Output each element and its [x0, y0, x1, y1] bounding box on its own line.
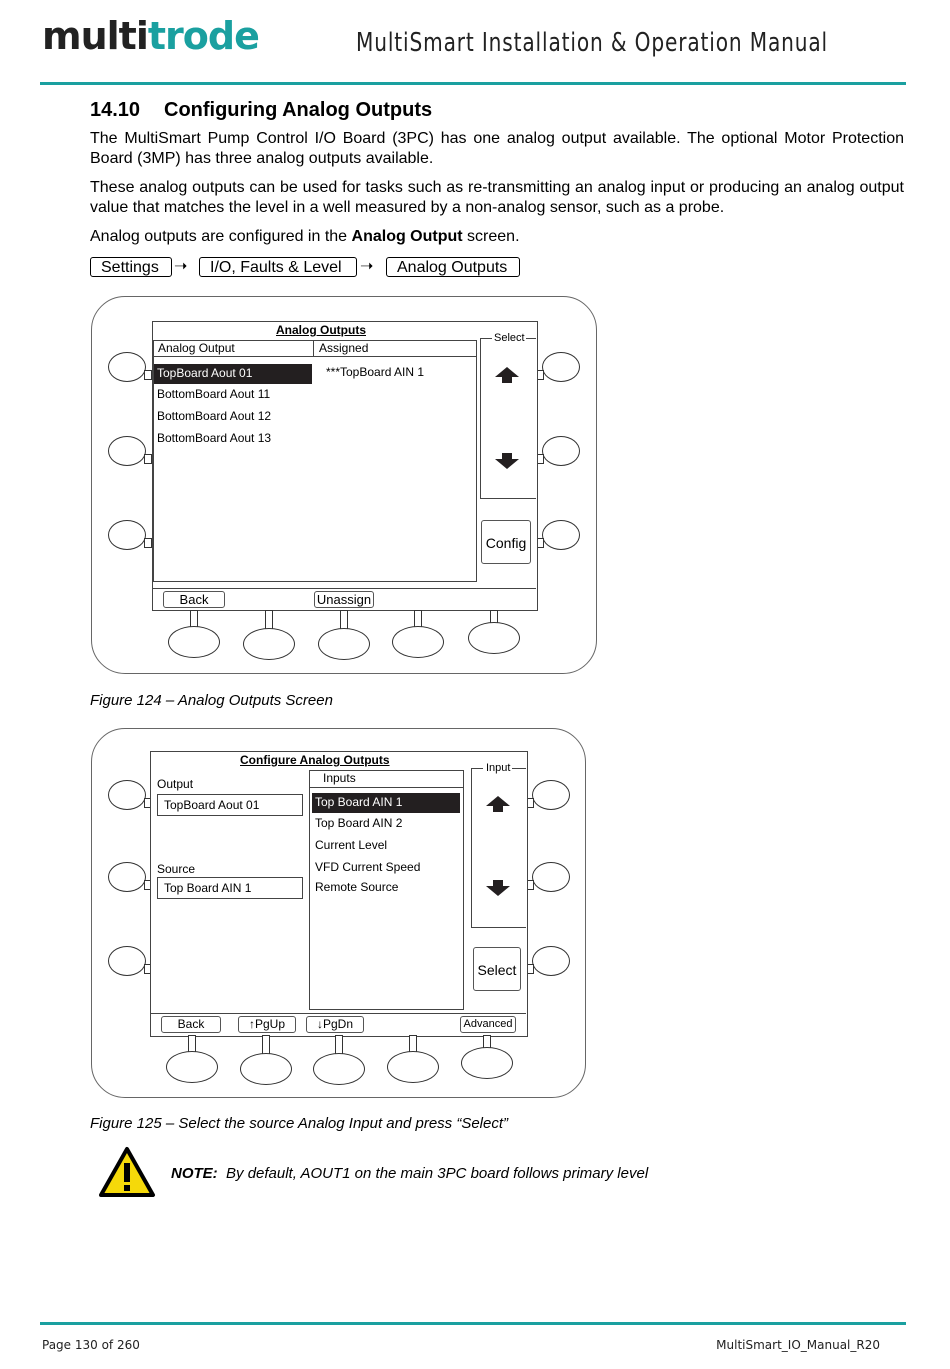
- pgdn-button[interactable]: ↓PgDn: [306, 1016, 364, 1033]
- footer-rule: [40, 1322, 906, 1325]
- select-button[interactable]: Select: [473, 947, 521, 991]
- side-key-left-2[interactable]: [108, 862, 146, 892]
- back-button[interactable]: Back: [163, 591, 225, 608]
- side-key-stem: [144, 370, 152, 380]
- paragraph-3: Analog outputs are configured in the Analog Output screen.: [90, 228, 520, 245]
- side-key-left-1[interactable]: [108, 780, 146, 810]
- assigned-value: ***TopBoard AIN 1: [326, 365, 425, 379]
- list-header-divider: [153, 356, 477, 357]
- bottom-key-4[interactable]: [392, 626, 444, 658]
- section-title: Configuring Analog Outputs: [164, 99, 433, 121]
- list-header-divider: [309, 787, 464, 788]
- side-bracket: [471, 768, 472, 928]
- bottom-key-5[interactable]: [468, 622, 520, 654]
- side-key-right-3[interactable]: [532, 946, 570, 976]
- header-rule: [40, 82, 906, 85]
- pgup-button[interactable]: ↑PgUp: [238, 1016, 296, 1033]
- bottom-key-stem: [265, 610, 273, 630]
- document-id: MultiSmart_IO_Manual_R20: [716, 1338, 880, 1352]
- section-heading: [90, 99, 432, 122]
- unassign-button[interactable]: Unassign: [314, 591, 374, 608]
- bottom-key-2[interactable]: [240, 1053, 292, 1085]
- list-item[interactable]: BottomBoard Aout 12: [157, 409, 272, 423]
- bottom-key-4[interactable]: [387, 1051, 439, 1083]
- list-item[interactable]: VFD Current Speed: [315, 860, 421, 874]
- side-bracket: [471, 768, 483, 769]
- inputs-header: Inputs: [323, 771, 356, 785]
- multitrode-logo: multitrode: [42, 14, 259, 58]
- side-key-right-2[interactable]: [532, 862, 570, 892]
- side-key-right-1[interactable]: [542, 352, 580, 382]
- up-arrow-icon[interactable]: [486, 796, 510, 806]
- side-key-stem: [144, 454, 152, 464]
- side-bracket: [512, 768, 526, 769]
- list-item[interactable]: BottomBoard Aout 13: [157, 431, 272, 445]
- side-key-left-3[interactable]: [108, 520, 146, 550]
- down-arrow-icon[interactable]: [486, 886, 510, 896]
- figure-125-caption: Figure 125 – Select the source Analog Input and press “Select”: [90, 1115, 509, 1132]
- list-item-selected[interactable]: Top Board AIN 1: [312, 793, 460, 813]
- softkey-bar-divider: [150, 1013, 526, 1014]
- source-label: Source: [157, 862, 196, 876]
- arrow-right-icon: ➝: [360, 258, 374, 275]
- page-number: Page 130 of 260: [42, 1338, 140, 1352]
- arrow-up-icon: ↑: [248, 1017, 255, 1031]
- side-bracket: [480, 498, 536, 499]
- side-bracket: [526, 338, 536, 339]
- side-key-left-1[interactable]: [108, 352, 146, 382]
- note-text: By default, AOUT1 on the main 3PC board follows primary level: [226, 1165, 649, 1182]
- side-bracket: [480, 338, 492, 339]
- arrow-down-icon: ↓: [316, 1017, 323, 1031]
- bottom-key-2[interactable]: [243, 628, 295, 660]
- side-key-right-2[interactable]: [542, 436, 580, 466]
- nav-analog-outputs[interactable]: Analog Outputs: [386, 257, 520, 277]
- arrow-right-icon: ➝: [174, 258, 188, 275]
- screen-title: Configure Analog Outputs: [240, 753, 390, 767]
- side-label-select: Select: [494, 332, 525, 344]
- side-label-input: Input: [486, 762, 511, 774]
- side-bracket: [471, 927, 526, 928]
- up-arrow-icon: [502, 377, 512, 383]
- advanced-button[interactable]: Advanced: [460, 1016, 516, 1033]
- column-header-output: Analog Output: [158, 341, 235, 355]
- list-item[interactable]: BottomBoard Aout 11: [157, 387, 271, 401]
- figure-124-caption: Figure 124 – Analog Outputs Screen: [90, 692, 333, 709]
- bottom-key-1[interactable]: [168, 626, 220, 658]
- side-bracket: [480, 338, 481, 498]
- side-key-right-1[interactable]: [532, 780, 570, 810]
- up-arrow-icon[interactable]: [495, 367, 519, 377]
- list-item-selected[interactable]: TopBoard Aout 01: [154, 364, 312, 384]
- bottom-key-stem: [335, 1035, 343, 1055]
- paragraph-2: These analog outputs can be used for tasks such as re-transmitting an analog input or producing an analog output value that matches the level in a well measured by a non-analog sensor, such as a probe.: [90, 179, 904, 216]
- bottom-key-stem: [340, 610, 348, 630]
- analog-output-bold: Analog Output: [351, 228, 463, 245]
- screen-title: Analog Outputs: [276, 323, 366, 337]
- nav-io-faults-level[interactable]: I/O, Faults & Level: [199, 257, 357, 277]
- list-item[interactable]: Remote Source: [315, 880, 399, 894]
- paragraph-1: The MultiSmart Pump Control I/O Board (3PC) has one analog output available. The optional Motor Protection Board (3MP) has three analog outputs available.: [90, 130, 904, 167]
- column-header-assigned: Assigned: [319, 341, 369, 355]
- up-arrow-icon: [493, 806, 503, 812]
- warning-triangle-icon: [98, 1146, 156, 1198]
- note-label: NOTE:: [171, 1165, 218, 1182]
- note: [171, 1165, 648, 1182]
- softkey-bar-divider: [152, 588, 536, 589]
- output-field[interactable]: TopBoard Aout 01: [157, 794, 303, 816]
- source-field[interactable]: Top Board AIN 1: [157, 877, 303, 899]
- bottom-key-1[interactable]: [166, 1051, 218, 1083]
- side-key-right-3[interactable]: [542, 520, 580, 550]
- config-button[interactable]: Config: [481, 520, 531, 564]
- document-title: MultiSmart Installation & Operation Manual: [356, 28, 829, 58]
- section-number: 14.10: [90, 99, 141, 121]
- list-item[interactable]: Top Board AIN 2: [315, 816, 403, 830]
- bottom-key-5[interactable]: [461, 1047, 513, 1079]
- side-key-stem: [144, 538, 152, 548]
- side-key-left-3[interactable]: [108, 946, 146, 976]
- bottom-key-3[interactable]: [313, 1053, 365, 1085]
- back-button[interactable]: Back: [161, 1016, 221, 1033]
- output-label: Output: [157, 777, 194, 791]
- side-key-left-2[interactable]: [108, 436, 146, 466]
- down-arrow-icon[interactable]: [495, 459, 519, 469]
- bottom-key-3[interactable]: [318, 628, 370, 660]
- column-divider: [313, 340, 314, 357]
- list-item[interactable]: Current Level: [315, 838, 388, 852]
- bottom-key-stem: [262, 1035, 270, 1055]
- nav-settings[interactable]: Settings: [90, 257, 172, 277]
